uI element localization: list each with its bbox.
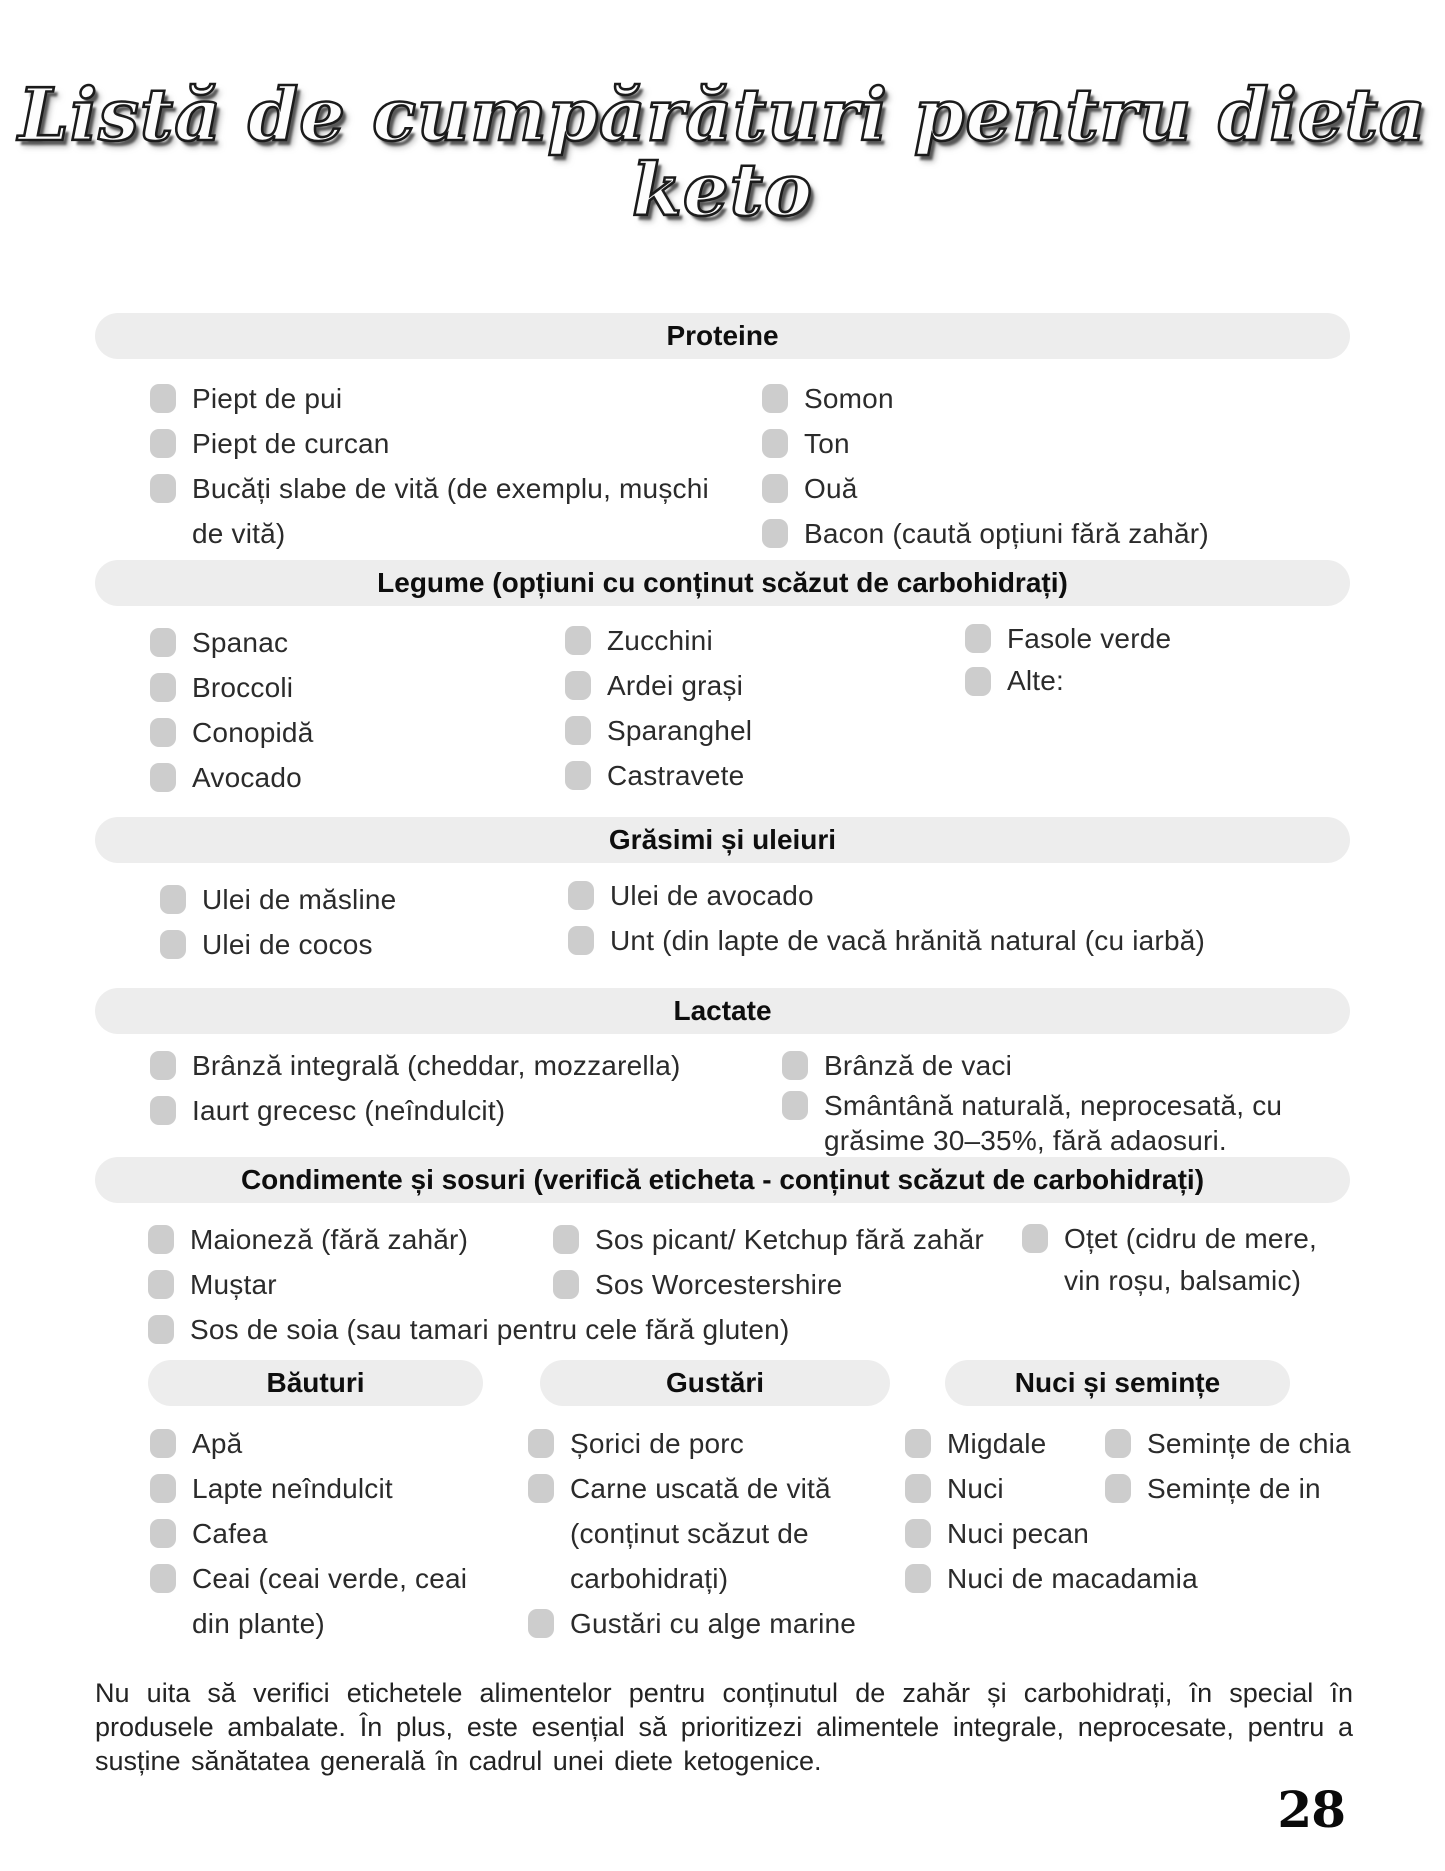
checklist-item — [565, 708, 752, 753]
checklist-item — [148, 1307, 789, 1352]
checklist-item — [565, 753, 752, 798]
item-label: Semințe de in — [1147, 1472, 1321, 1504]
item-label: Castravete — [607, 759, 745, 791]
item-label: Piept de curcan — [192, 427, 390, 459]
condimente-column-2 — [553, 1217, 984, 1307]
checkbox[interactable] — [160, 885, 186, 914]
checkbox[interactable] — [528, 1609, 554, 1638]
item-label: Smântână naturală, neprocesată, cu — [824, 1089, 1283, 1121]
checkbox[interactable] — [1105, 1429, 1131, 1458]
checkbox[interactable] — [150, 718, 176, 747]
item-label: Conopidă — [192, 716, 314, 748]
checkbox[interactable] — [150, 429, 176, 458]
item-label: Maioneză (fără zahăr) — [190, 1223, 469, 1255]
section-header-gustari — [540, 1360, 890, 1406]
item-label: Cafea — [192, 1517, 268, 1549]
checkbox[interactable] — [150, 673, 176, 702]
item-label: Alte: — [1007, 665, 1065, 696]
grasimi-column-1 — [160, 877, 396, 967]
checkbox[interactable] — [150, 1096, 176, 1125]
section-label: Proteine — [666, 320, 779, 351]
checkbox[interactable] — [762, 474, 788, 503]
checkbox[interactable] — [148, 1270, 174, 1299]
checkbox[interactable] — [1105, 1474, 1131, 1503]
checklist-item — [1022, 1216, 1317, 1261]
item-label: Sparanghel — [607, 714, 753, 746]
checkbox[interactable] — [565, 671, 591, 700]
checkbox[interactable] — [150, 628, 176, 657]
checkbox[interactable] — [528, 1474, 554, 1503]
item-label: grăsime 30–35%, fără adaosuri. — [824, 1124, 1227, 1156]
checkbox[interactable] — [1022, 1224, 1048, 1253]
legume-column-1 — [150, 620, 313, 800]
checkbox[interactable] — [160, 930, 186, 959]
checklist-item — [160, 877, 396, 922]
checkbox[interactable] — [150, 384, 176, 413]
section-header-condimente — [95, 1157, 1350, 1203]
item-label: Bacon (caută opțiuni fără zahăr) — [804, 517, 1209, 549]
checklist-item — [150, 665, 313, 710]
item-label: Ton — [804, 427, 850, 459]
section-label: Băuturi — [266, 1367, 365, 1398]
checklist-item — [150, 421, 709, 466]
item-label: Ulei de măsline — [202, 883, 397, 915]
checkbox[interactable] — [148, 1315, 174, 1344]
checklist-item — [528, 1601, 856, 1646]
item-label: Ceai (ceai verde, ceai — [192, 1562, 468, 1594]
checkbox[interactable] — [553, 1270, 579, 1299]
checklist-item-continuation — [528, 1556, 856, 1601]
item-label: Carne uscată de vită — [570, 1472, 831, 1504]
item-label: Apă — [192, 1427, 243, 1459]
checkbox[interactable] — [565, 626, 591, 655]
item-label: Bucăți slabe de vită (de exemplu, mușchi — [192, 472, 709, 504]
checklist-item — [568, 918, 1205, 963]
checklist-item — [553, 1262, 984, 1307]
footer-note: Nu uita să verifici etichetele alimentelor pentru conținutul de zahăr și carbohidrați, în special în produsele ambalate. În plus, este esențial să prioritizezi alimentele integrale, neprocesate, pentru a susține sănătatea generală în cadrul unei diete ketogenice. — [95, 1678, 1353, 1776]
checkbox[interactable] — [782, 1091, 808, 1120]
checkbox[interactable] — [762, 519, 788, 548]
checkbox[interactable] — [150, 1051, 176, 1080]
bauturi-column — [150, 1421, 467, 1646]
item-label: Nuci — [947, 1472, 1004, 1504]
checklist-item — [528, 1466, 856, 1511]
item-label: Somon — [804, 382, 894, 414]
item-label: Brânză integrală (cheddar, mozzarella) — [192, 1049, 681, 1081]
checklist-item-continuation — [528, 1511, 856, 1556]
checklist-item — [528, 1421, 856, 1466]
checklist-item — [568, 873, 1205, 918]
checkbox[interactable] — [150, 474, 176, 503]
item-label: Broccoli — [192, 671, 294, 703]
item-label: Avocado — [192, 761, 302, 793]
page-number: 28 — [1277, 1780, 1345, 1839]
checklist-item — [965, 616, 1171, 661]
item-label: Unt (din lapte de vacă hrănită natural (cu iarbă) — [610, 924, 1206, 956]
checkbox[interactable] — [905, 1519, 931, 1548]
checklist-item — [160, 922, 396, 967]
checklist-item-continuation — [1022, 1261, 1317, 1301]
nuci-column-2 — [1105, 1421, 1351, 1511]
checklist-item-continuation — [782, 1123, 1282, 1158]
proteine-column-2 — [762, 376, 1209, 556]
checklist-item-continuation — [150, 511, 709, 556]
checklist-item — [1105, 1466, 1351, 1511]
checklist-item — [565, 663, 752, 708]
item-label: Ulei de avocado — [610, 879, 814, 911]
checkbox[interactable] — [965, 624, 991, 653]
item-label: Ulei de cocos — [202, 928, 373, 960]
page-title — [0, 72, 1445, 233]
checklist-item — [150, 1043, 681, 1088]
item-label: Zucchini — [607, 624, 713, 656]
item-label: Fasole verde — [1007, 622, 1172, 654]
grasimi-column-2 — [568, 873, 1205, 963]
item-label: Șorici de porc — [570, 1427, 744, 1459]
checklist-item — [762, 421, 1209, 466]
checklist-item — [1105, 1421, 1351, 1466]
section-header-legume — [95, 560, 1350, 606]
item-label: din plante) — [192, 1607, 325, 1639]
section-label: Legume (opțiuni cu conținut scăzut de carbohidrați) — [377, 567, 1068, 598]
item-label: Gustări cu alge marine — [570, 1607, 857, 1639]
item-label: Sos Worcestershire — [595, 1268, 843, 1300]
checkbox[interactable] — [150, 763, 176, 792]
checkbox[interactable] — [782, 1051, 808, 1080]
checklist-item — [150, 755, 313, 800]
checkbox[interactable] — [905, 1474, 931, 1503]
item-label: Ardei grași — [607, 669, 744, 701]
item-label: vin roșu, balsamic) — [1064, 1265, 1302, 1296]
checkbox[interactable] — [148, 1225, 174, 1254]
checkbox[interactable] — [905, 1564, 931, 1593]
item-label: Sos picant/ Ketchup fără zahăr — [595, 1223, 984, 1255]
item-label: Spanac — [192, 626, 289, 658]
checklist-item — [782, 1088, 1282, 1123]
section-label: Grăsimi și uleiuri — [608, 824, 837, 855]
checklist-item — [150, 1511, 467, 1556]
gustari-column — [528, 1421, 856, 1646]
item-label: de vită) — [192, 517, 286, 549]
item-label: Migdale — [947, 1427, 1047, 1459]
checklist-item — [565, 618, 752, 663]
checklist-item — [782, 1043, 1282, 1088]
checklist-item — [762, 466, 1209, 511]
item-label: Lapte neîndulcit — [192, 1472, 393, 1504]
checkbox[interactable] — [150, 1429, 176, 1458]
item-label: Muștar — [190, 1268, 277, 1300]
checklist-item — [905, 1511, 1198, 1556]
legume-column-2 — [565, 618, 752, 798]
checkbox[interactable] — [565, 761, 591, 790]
checklist-item — [553, 1217, 984, 1262]
checklist-item — [965, 661, 1171, 701]
section-header-grasimi — [95, 817, 1350, 863]
checkbox[interactable] — [150, 1564, 176, 1593]
item-label: Ouă — [804, 472, 858, 504]
section-header-nuci — [945, 1360, 1290, 1406]
checklist-item — [150, 466, 709, 511]
section-header-bauturi — [148, 1360, 483, 1406]
section-label: Gustări — [665, 1367, 765, 1398]
checklist-item-continuation — [150, 1601, 467, 1646]
checkbox[interactable] — [762, 429, 788, 458]
checklist-item — [150, 1466, 467, 1511]
checklist-item — [762, 376, 1209, 421]
item-label: (conținut scăzut de — [570, 1517, 809, 1549]
checklist-item — [905, 1556, 1198, 1601]
checklist-item — [150, 620, 313, 665]
item-label: Iaurt grecesc (neîndulcit) — [192, 1094, 506, 1126]
checklist-item — [150, 710, 313, 755]
checkbox[interactable] — [568, 926, 594, 955]
section-label: Nuci și semințe — [1014, 1367, 1221, 1398]
checkbox[interactable] — [905, 1429, 931, 1458]
item-label: Piept de pui — [192, 382, 343, 414]
item-label: Brânză de vaci — [824, 1049, 1013, 1081]
section-label: Condimente și sosuri (verifică eticheta - conținut scăzut de carbohidrați) — [240, 1164, 1205, 1195]
checkbox[interactable] — [553, 1225, 579, 1254]
section-header-lactate — [95, 988, 1350, 1034]
page-title-line2: keto — [632, 147, 813, 233]
section-header-proteine — [95, 313, 1350, 359]
checkbox[interactable] — [150, 1474, 176, 1503]
item-label: carbohidrați) — [570, 1562, 729, 1594]
item-label: Sos de soia (sau tamari pentru cele fără gluten) — [190, 1313, 790, 1345]
proteine-column-1 — [150, 376, 709, 556]
checkbox[interactable] — [568, 881, 594, 910]
checkbox[interactable] — [565, 716, 591, 745]
section-label: Lactate — [673, 995, 772, 1026]
item-label: Semințe de chia — [1147, 1427, 1351, 1459]
item-label: Nuci de macadamia — [947, 1562, 1198, 1594]
checklist-item — [150, 376, 709, 421]
checkbox[interactable] — [528, 1429, 554, 1458]
legume-column-3 — [965, 616, 1171, 701]
checklist-item — [150, 1088, 681, 1133]
page-title-line1: Listă de cumpărături pentru dieta — [18, 72, 1427, 157]
checkbox[interactable] — [965, 667, 991, 696]
lactate-column-1 — [150, 1043, 681, 1133]
checkbox[interactable] — [150, 1519, 176, 1548]
checklist-item — [150, 1421, 467, 1466]
item-label: Oțet (cidru de mere, — [1064, 1222, 1317, 1254]
condimente-column-3 — [1022, 1216, 1317, 1301]
checkbox[interactable] — [762, 384, 788, 413]
item-label: Nuci pecan — [947, 1517, 1090, 1549]
checklist-item — [150, 1556, 467, 1601]
lactate-column-2 — [782, 1043, 1282, 1158]
checklist-item — [762, 511, 1209, 556]
